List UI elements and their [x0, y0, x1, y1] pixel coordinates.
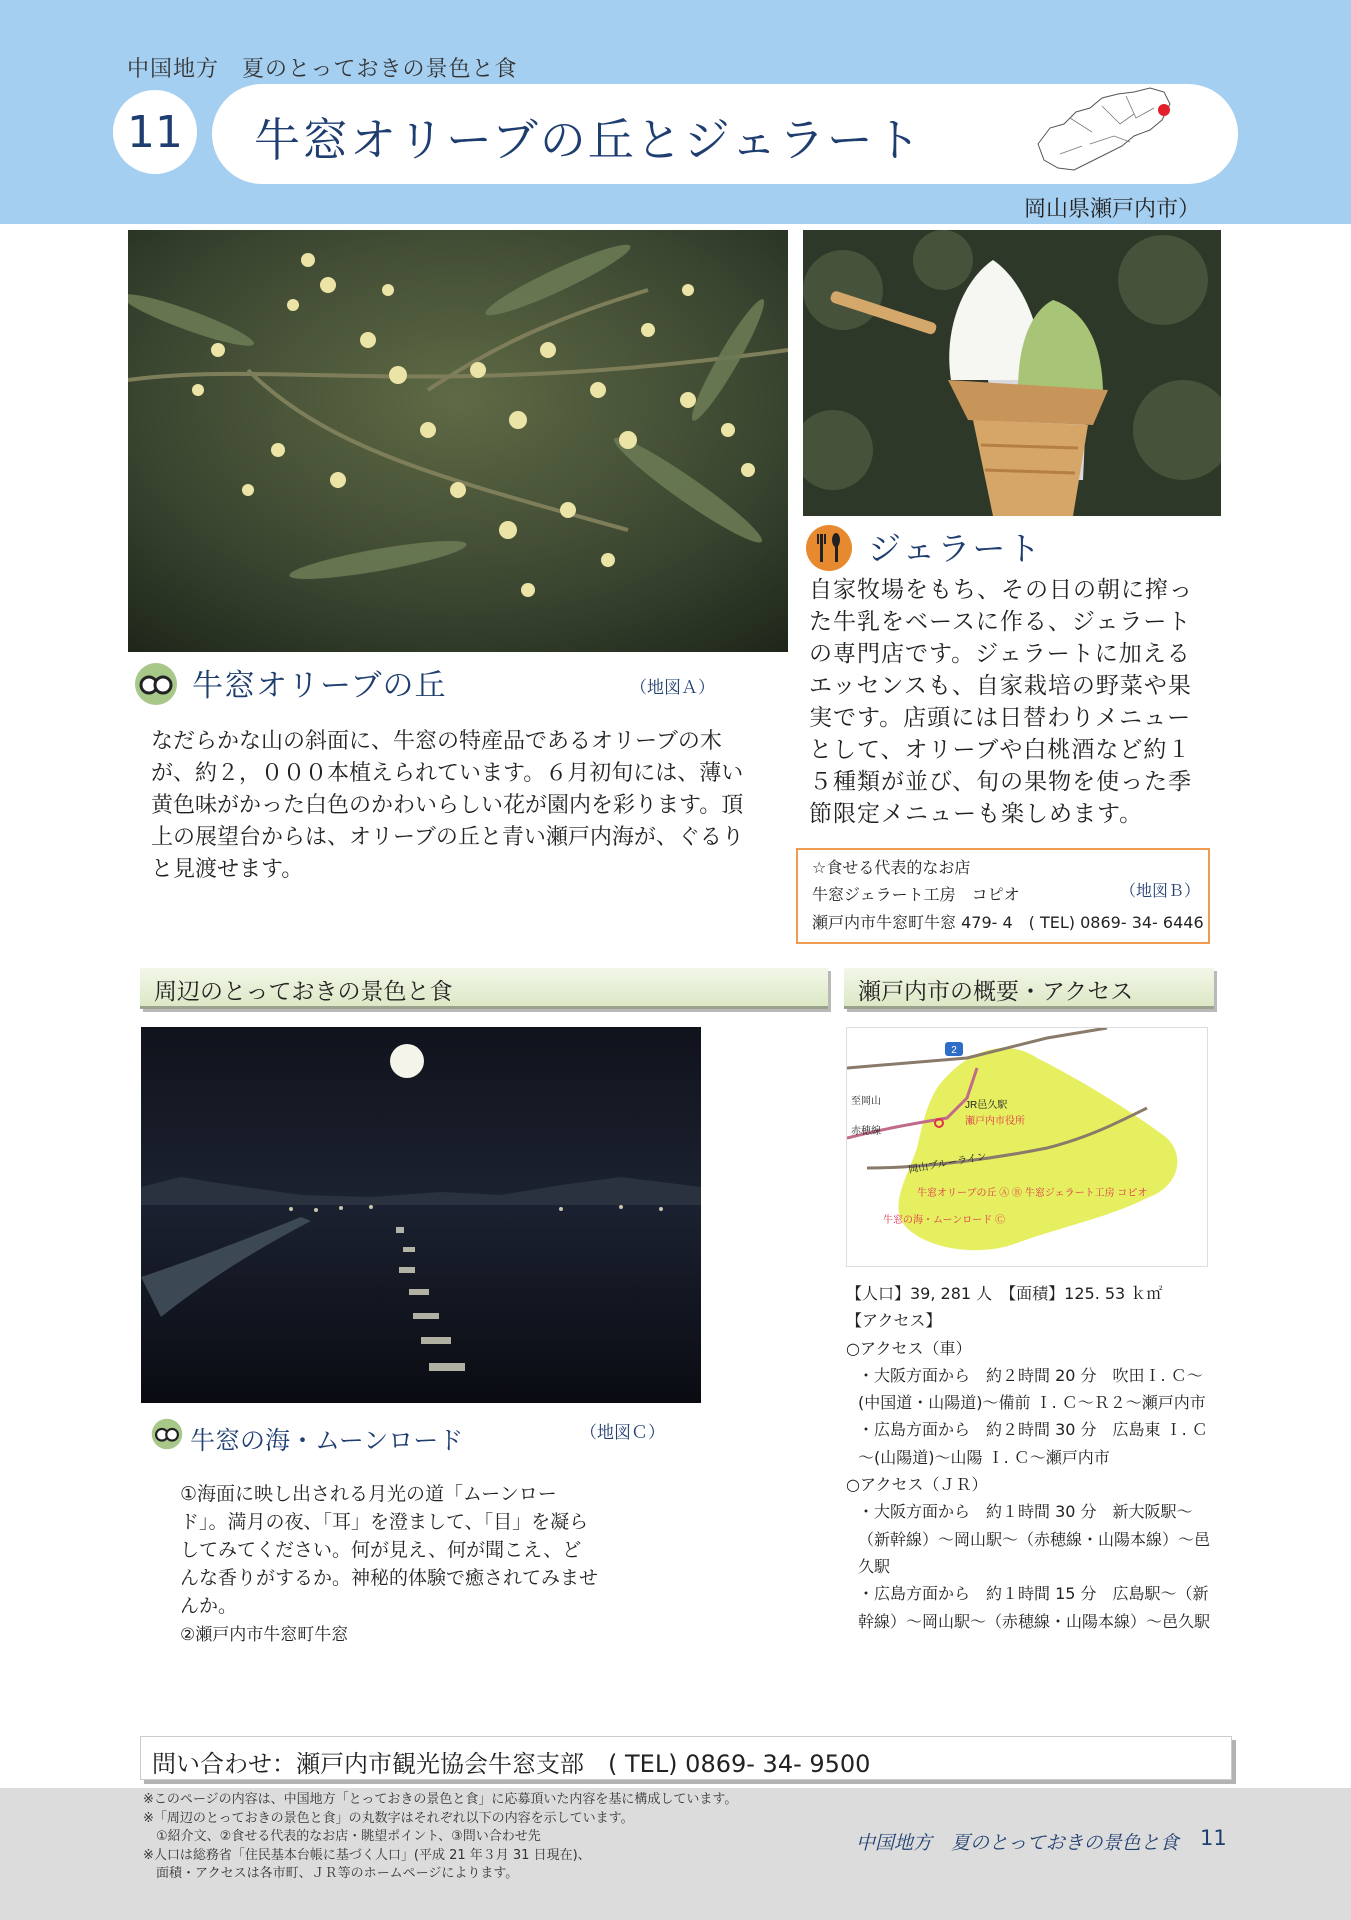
jr-route-hiroshima: ・広島方面から 約１時間 15 分 広島駅～（新幹線）～岡山駅～（赤穂線・山陽本線）～邑久駅 [858, 1584, 1211, 1631]
jr-route-osaka: ・大阪方面から 約１時間 30 分 新大阪駅～（新幹線）～岡山駅～（赤穂線・山陽本線）～邑久駅 [858, 1502, 1211, 1576]
shop-name: 牛窓ジェラート工房 コピオ [812, 885, 1020, 904]
map-label-oku-station: JR邑久駅 [965, 1100, 1008, 1111]
cutlery-icon [806, 525, 852, 571]
chugoku-minimap [1030, 84, 1182, 184]
car-access-title: ○アクセス（車） [846, 1338, 972, 1358]
car-route-osaka: ・大阪方面から 約２時間 20 分 吹田Ｉ. Ｃ～(中国道・山陽道)～備前 Ｉ. Ｃ～Ｒ２～瀬戸内市 [858, 1365, 1206, 1413]
footnote: ①紹介文、②食せる代表的なお店・眺望ポイント、③問い合わせ先 [143, 1829, 541, 1844]
contact-info: 問い合わせ：瀬戸内市観光協会牛窓支部 ( TEL) 0869- 34- 9500 [152, 1750, 871, 1778]
location-label: 岡山県瀬戸内市） [1024, 197, 1201, 222]
shop-heading: ☆食せる代表的なお店 [812, 858, 971, 877]
route-2-label: 2 [951, 1045, 957, 1056]
map-label-moon-road: 牛窓の海・ムーンロード Ⓒ [883, 1215, 1006, 1226]
city-overview-access [846, 1280, 1216, 1635]
footnote: ※「周辺のとっておきの景色と食」の丸数字はそれぞれ以下の内容を示しています。 [143, 1810, 634, 1826]
moon-road-description: ①海面に映し出される月光の道「ムーンロード」。満月の夜、「耳」を澄まして、「目」を凝らしてみてください。何が見え、何が聞こえ、どんな香りがするか。神秘的体験で癒されてみませんか。 [180, 1483, 599, 1617]
access-title: 【アクセス】 [846, 1311, 942, 1331]
moon-road-map-reference: （地図Ｃ） [580, 1423, 665, 1443]
population-area: 【人口】39, 281 人 【面積】125. 53 ｋ㎡ [846, 1284, 1163, 1303]
gelato-description: 自家牧場をもち、その日の朝に搾った牛乳をベースに作る、ジェラートの専門店です。ジェラートに加えるエッセンスも、自家栽培の野菜や果実です。店頭には日替わりメニューとして、オリーブや白桃酒など約１５種類が並び、旬の果物を使った季節限定メニューも楽しめます。 [809, 577, 1193, 827]
footnote: ※このページの内容は、中国地方「とっておきの景色と食」に応募頂いた内容を基に構成しています。 [143, 1792, 738, 1807]
olive-heading: 牛窓オリーブの丘 [192, 668, 447, 704]
gelato-heading: ジェラート [868, 529, 1043, 568]
map-label-spots: 牛窓オリーブの丘 Ⓐ Ⓑ 牛窓ジェラート工房 コピオ [917, 1188, 1148, 1199]
olive-blossom-photo [128, 230, 788, 652]
shop-map-reference: （地図Ｂ） [1120, 881, 1201, 900]
car-route-hiroshima: ・広島方面から 約２時間 30 分 広島東 Ｉ. Ｃ～(山陽道)～山陽 Ｉ. Ｃ～瀬戸内市 [858, 1420, 1208, 1467]
binoculars-icon [134, 662, 178, 706]
map-label-akaho: 赤穂線 [851, 1126, 881, 1137]
map-label-blueline: 岡山ブルーライン [907, 1151, 988, 1176]
gelato-photo [803, 230, 1221, 516]
moon-road-heading: 牛窓の海・ムーンロード [190, 1426, 464, 1455]
area-map [846, 1027, 1208, 1267]
moon-road-photo [141, 1027, 701, 1403]
binoculars-icon [151, 1418, 183, 1450]
jr-access-title: ○アクセス（ＪＲ） [846, 1475, 988, 1495]
footnote: 面積・アクセスは各市町、ＪＲ等のホームページによります。 [143, 1866, 519, 1881]
region-label: 中国地方 夏のとっておきの景色と食 [127, 57, 518, 82]
olive-map-reference: （地図Ａ） [630, 678, 715, 698]
shop-address: 瀬戸内市牛窓町牛窓 479- 4 ( TEL) 0869- 34- 6446 [812, 913, 1204, 932]
footnote: ※人口は総務省「住民基本台帳に基づく人口」(平成 21 年３月 31 日現在)、 [143, 1847, 591, 1863]
footnotes [143, 1791, 843, 1884]
entry-number: 11 [113, 90, 197, 174]
page-title: 牛窓オリーブの丘とジェラート [254, 113, 923, 167]
moon-road-address: ②瀬戸内市牛窓町牛窓 [180, 1625, 349, 1645]
access-section-title: 瀬戸内市の概要・アクセス [858, 979, 1134, 1005]
map-label-okayama: 至岡山 [851, 1096, 881, 1107]
map-label-city-hall: 瀬戸内市役所 [965, 1116, 1025, 1127]
footer-series-title: 中国地方 夏のとっておきの景色と食 [856, 1832, 1179, 1854]
olive-description: なだらかな山の斜面に、牛窓の特産品であるオリーブの木が、約２，０００本植えられています。６月初旬には、薄い黄色味がかった白色のかわいらしい花が園内を彩ります。頂上の展望台からは、オリーブの丘と青い瀬戸内海が、ぐるりと見渡せます。 [151, 729, 744, 882]
page-number: 11 [1200, 1826, 1227, 1850]
nearby-section-title: 周辺のとっておきの景色と食 [154, 979, 453, 1005]
